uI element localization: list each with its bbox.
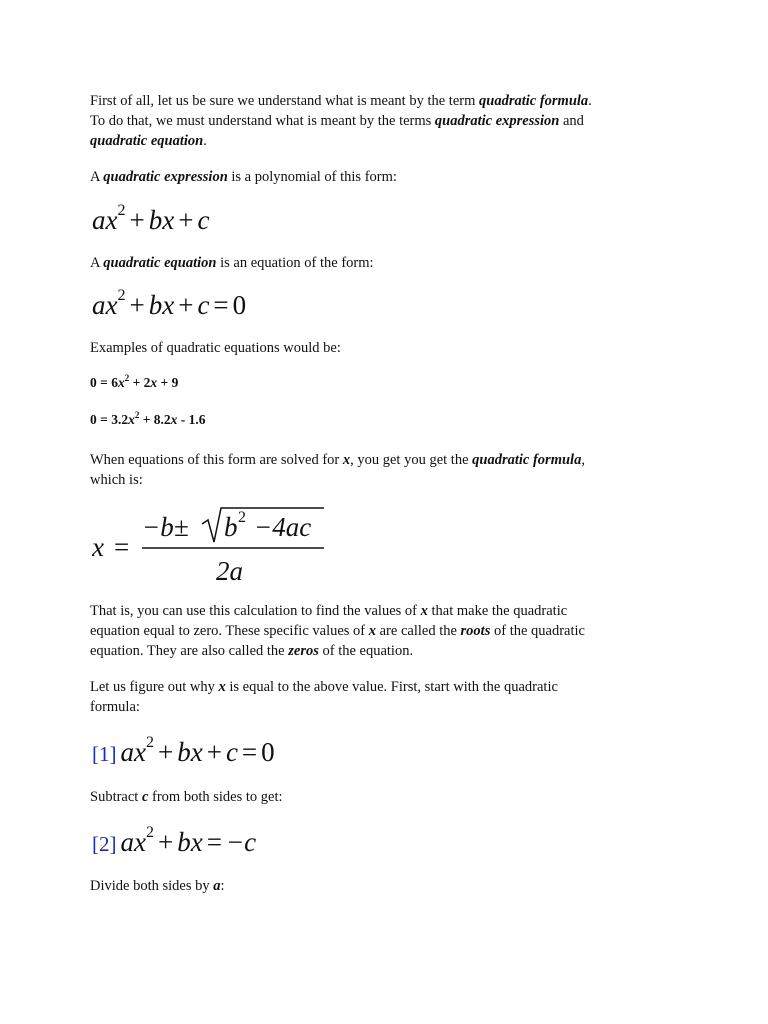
formula-denominator: 2a bbox=[216, 556, 243, 586]
term-quadratic-equation: quadratic equation bbox=[103, 255, 217, 271]
example-equation-2 bbox=[90, 412, 206, 428]
divide-step-text bbox=[90, 876, 690, 896]
text: . bbox=[588, 93, 592, 109]
text: and bbox=[559, 113, 584, 129]
formula-equals: = bbox=[114, 532, 130, 562]
solved-paragraph bbox=[90, 450, 690, 490]
eq-operator: = bbox=[213, 290, 229, 320]
text: equation equal to zero. These specific values of bbox=[90, 623, 369, 639]
text: which is: bbox=[90, 472, 143, 488]
text: x bbox=[128, 412, 135, 427]
eq-term: c bbox=[197, 205, 210, 235]
derivation-intro bbox=[90, 677, 690, 717]
variable-x: x bbox=[420, 603, 428, 619]
eq-term: bx bbox=[177, 737, 203, 767]
eq-operator: + bbox=[178, 290, 194, 320]
equation-step-1 bbox=[92, 734, 275, 767]
eq-exponent: 2 bbox=[145, 734, 154, 751]
eq-term: 0 bbox=[232, 290, 247, 320]
text: from both sides to get: bbox=[148, 789, 283, 805]
text: x bbox=[117, 375, 125, 390]
eq-operator: + bbox=[206, 737, 222, 767]
text: formula: bbox=[90, 699, 140, 715]
text: x bbox=[150, 375, 158, 390]
equation-step-2 bbox=[92, 824, 257, 857]
text: , you get you get the bbox=[350, 452, 473, 468]
formula-exponent: 2 bbox=[238, 509, 246, 526]
eq-exponent: 2 bbox=[124, 373, 130, 383]
eq-term: c bbox=[225, 737, 238, 767]
text: is equal to the above value. First, start with the quadratic bbox=[225, 679, 558, 695]
text: - 1.6 bbox=[177, 412, 206, 427]
eq-operator: + bbox=[129, 290, 145, 320]
variable-a: a bbox=[213, 878, 221, 894]
eq-term: ax bbox=[120, 827, 146, 857]
text: . bbox=[203, 133, 207, 149]
text: When equations of this form are solved for bbox=[90, 452, 343, 468]
text: is an equation of the form: bbox=[216, 255, 374, 271]
eq-operator: = bbox=[241, 737, 258, 767]
term-quadratic-equation: quadratic equation bbox=[90, 133, 204, 149]
text: To do that, we must understand what is meant by the terms bbox=[90, 113, 435, 129]
term-quadratic-formula: quadratic formula bbox=[479, 93, 589, 109]
formula-minus-4ac: −4ac bbox=[254, 512, 312, 542]
eq-exponent: 2 bbox=[117, 202, 126, 219]
text: Divide both sides by bbox=[90, 878, 214, 894]
expression-definition bbox=[90, 167, 690, 187]
equation-quadratic-equation bbox=[92, 287, 247, 320]
intro-paragraph bbox=[90, 91, 690, 151]
formula-neg-b: −b bbox=[142, 512, 174, 542]
text: equation. They are also called the bbox=[90, 643, 289, 659]
text: A bbox=[90, 255, 104, 271]
eq-term: bx bbox=[148, 290, 175, 320]
term-quadratic-expression: quadratic expression bbox=[434, 113, 560, 129]
examples-intro bbox=[90, 338, 690, 358]
text: + 2 bbox=[129, 375, 151, 390]
text: that make the quadratic bbox=[427, 603, 568, 619]
eq-operator: = bbox=[206, 827, 222, 857]
formula-x: x bbox=[92, 532, 104, 562]
eq-exponent: 2 bbox=[134, 410, 140, 420]
text: That is, you can use this calculation to find the values of bbox=[90, 603, 421, 619]
variable-c: c bbox=[141, 789, 149, 805]
text: is a polynomial of this form: bbox=[227, 169, 397, 185]
term-roots: roots bbox=[460, 623, 491, 639]
eq-term: bx bbox=[177, 827, 203, 857]
equation-definition bbox=[90, 253, 690, 273]
roots-paragraph bbox=[90, 601, 690, 661]
text: of the equation. bbox=[318, 643, 414, 659]
text: First of all, let us be sure we understand what is meant by the term bbox=[90, 93, 479, 109]
eq-operator: + bbox=[129, 205, 145, 235]
text: 0 = 3.2 bbox=[90, 412, 129, 427]
eq-term: bx bbox=[148, 205, 175, 235]
eq-term: ax bbox=[92, 290, 118, 320]
equation-tag: [2] bbox=[92, 832, 117, 856]
text: A bbox=[90, 169, 104, 185]
text: + 8.2 bbox=[139, 412, 171, 427]
text: x bbox=[170, 412, 178, 427]
text: , bbox=[581, 452, 585, 468]
variable-x: x bbox=[218, 679, 226, 695]
eq-operator: + bbox=[157, 737, 174, 767]
text: Let us figure out why bbox=[90, 679, 219, 695]
variable-x: x bbox=[368, 623, 376, 639]
example-equation-1 bbox=[90, 375, 178, 391]
text: of the quadratic bbox=[490, 623, 585, 639]
equation-quadratic-expression bbox=[92, 202, 210, 235]
eq-exponent: 2 bbox=[145, 824, 154, 841]
text: Examples of quadratic equations would be: bbox=[90, 340, 341, 356]
equation-tag: [1] bbox=[92, 742, 117, 766]
eq-term: ax bbox=[120, 737, 146, 767]
text: : bbox=[220, 878, 225, 894]
term-quadratic-expression: quadratic expression bbox=[103, 169, 228, 185]
eq-operator: + bbox=[157, 827, 174, 857]
term-quadratic-formula: quadratic formula bbox=[472, 452, 582, 468]
text: + 9 bbox=[157, 375, 179, 390]
quadratic-formula-graphic bbox=[92, 500, 332, 590]
eq-operator: + bbox=[178, 205, 194, 235]
term-zeros: zeros bbox=[288, 643, 319, 659]
text: are called the bbox=[376, 623, 461, 639]
formula-plus-minus: ± bbox=[174, 512, 189, 542]
text: Subtract bbox=[90, 789, 142, 805]
eq-term: −c bbox=[225, 827, 257, 857]
formula-b: b bbox=[224, 512, 238, 542]
text: 0 = 6 bbox=[90, 375, 118, 390]
eq-term: 0 bbox=[261, 737, 275, 767]
subtract-step-text bbox=[90, 787, 690, 807]
variable-x: x bbox=[342, 452, 351, 468]
eq-exponent: 2 bbox=[117, 287, 126, 304]
eq-term: c bbox=[197, 290, 210, 320]
eq-term: ax bbox=[92, 205, 118, 235]
